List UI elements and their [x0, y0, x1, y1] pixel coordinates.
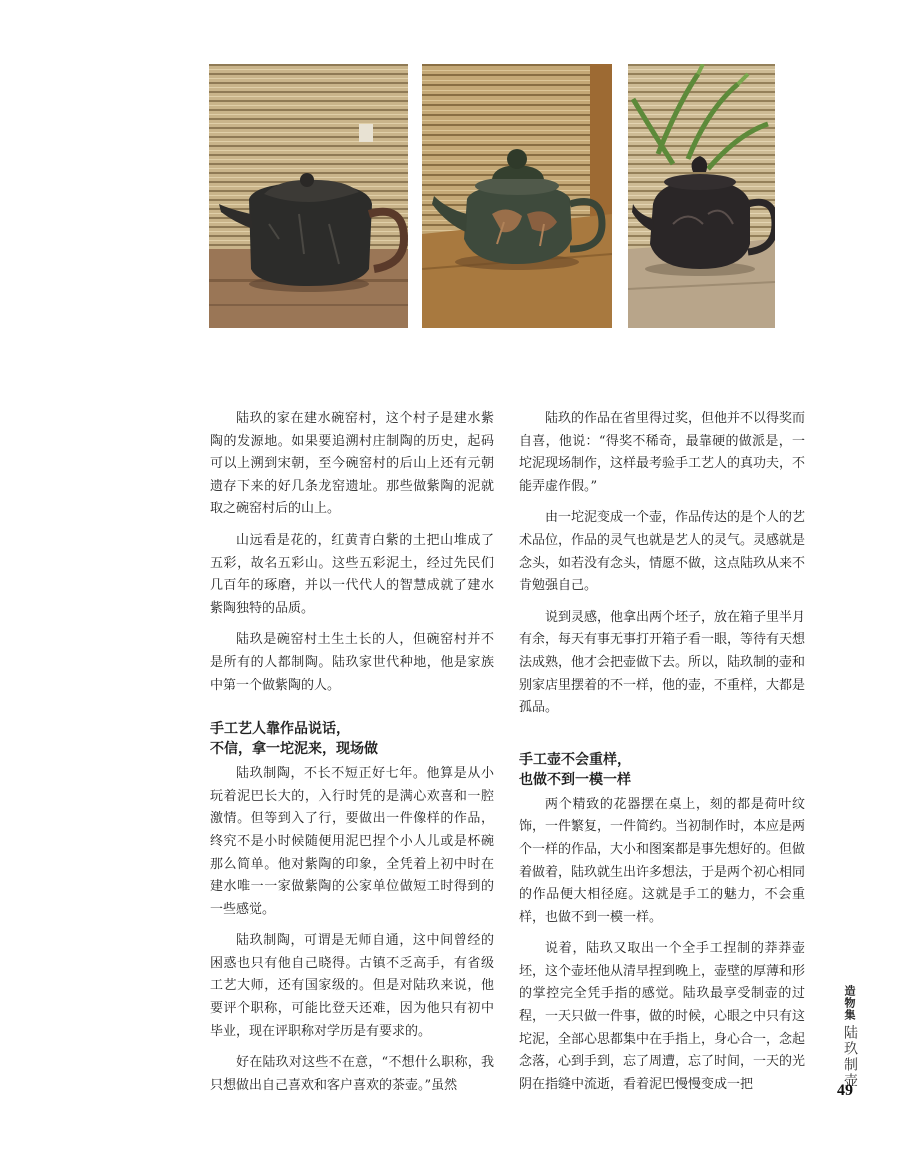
section-heading-line: 不信，拿一坨泥来，现场做 [210, 741, 378, 758]
photo-lotus-teapot [422, 64, 612, 328]
paragraph: 陆玖的作品在省里得过奖，但他并不以得奖而自喜，他说：“得奖不稀奇，最靠硬的做派是，一坨泥现场制作，这样最考验手工艺人的真功夫，不能弄虚作假。” [519, 411, 806, 494]
section-brand: 造物集 [843, 985, 856, 1021]
section-heading-line: 也做不到一模一样 [519, 771, 631, 788]
paragraph: 陆玖是碗窑村土生土长的人，但碗窑村并不是所有的人都制陶。陆玖家世代种地，他是家族中第一个做紫陶的人。 [210, 632, 494, 693]
section-heading [210, 719, 494, 759]
page-number: 49 [837, 1082, 853, 1099]
paragraph: 由一坨泥变成一个壶，作品传达的是个人的艺术品位，作品的灵气也就是艺人的灵气。灵感就是念头，如若没有念头，情愿不做，这点陆玖从来不肯勉强自己。 [519, 510, 806, 594]
section-heading-line: 手工壶不会重样， [519, 751, 631, 768]
paragraph: 山远看是花的，红黄青白紫的土把山堆成了五彩，故名五彩山。这些五彩泥土，经过先民们几百年的琢磨，并以一代代人的智慧成就了建水紫陶独特的品质。 [210, 532, 494, 616]
side-section-tab [829, 985, 869, 1093]
photo-strip [209, 64, 775, 328]
paragraph: 好在陆玖对这些不在意，“不想什么职称，我只想做出自己喜欢和客户喜欢的茶壶。”虽然 [210, 1055, 494, 1093]
paragraph: 两个精致的花器摆在桌上，刻的都是荷叶纹饰，一件繁复，一件简约。当初制作时，本应是两个一样的作品，大小和图案都是事先想好的。但做着做着，陆玖就生出许多想法，于是两个初心相同的作品便大相径庭。这就是手工的魅力，不会重样，也做不到一模一样。 [519, 796, 806, 925]
section-title: 陆玖制壶 [842, 1025, 858, 1089]
section-heading-line: 手工艺人靠作品说话， [210, 721, 350, 738]
paragraph: 说到灵感，他拿出两个坯子，放在箱子里半月有余，每天有事无事打开箱子看一眼，等待有天想法成熟，他才会把壶做下去。所以，陆玖制的壶和别家店里摆着的不一样，他的壶，不重样，大都是孤品。 [519, 609, 806, 716]
right-text-column [519, 408, 805, 1105]
section-heading [519, 750, 805, 790]
paragraph: 陆玖制陶，可谓是无师自通，这中间曾经的困惑也只有他自己晓得。古镇不乏高手，有省级工艺大师，还有国家级的。但是对陆玖来说，他要评个职称，可能比登天还难，因为他只有初中毕业，现在评职称对学历是有要求的。 [210, 933, 494, 1039]
photo-dark-teapot [628, 64, 775, 328]
paragraph: 陆玖的家在建水碗窑村，这个村子是建水紫陶的发源地。如果要追溯村庄制陶的历史，起码可以上溯到宋朝，至今碗窑村的后山上还有元朝遗存下来的好几条龙窑遗址。那些做紫陶的泥就取之碗窑村后的山上。 [210, 411, 494, 517]
photo-rustic-teapot [209, 64, 408, 328]
paragraph: 陆玖制陶，不长不短正好七年。他算是从小玩着泥巴长大的，入行时凭的是满心欢喜和一腔激情。但等到入了行，要做出一件像样的作品，终究不是小时候随便用泥巴捏个小人儿或是杯碗那么简单。他对紫陶的印象，全凭着上初中时在建水唯一一家做紫陶的公家单位做短工时得到的一些感觉。 [210, 766, 494, 917]
paragraph: 说着，陆玖又取出一个全手工捏制的莽莽壶坯，这个壶坯他从清早捏到晚上，壶壁的厚薄和形的掌控完全凭手指的感觉。陆玖最享受制壶的过程，一天只做一件事，做的时候，心眼之中只有这坨泥，全部心思都集中在手指上，身心合一，念起念落，心到手到，忘了周遭，忘了时间，一天的光阴在指缝中流逝，看着泥巴慢慢变成一把 [519, 941, 806, 1092]
left-text-column [210, 408, 494, 1106]
